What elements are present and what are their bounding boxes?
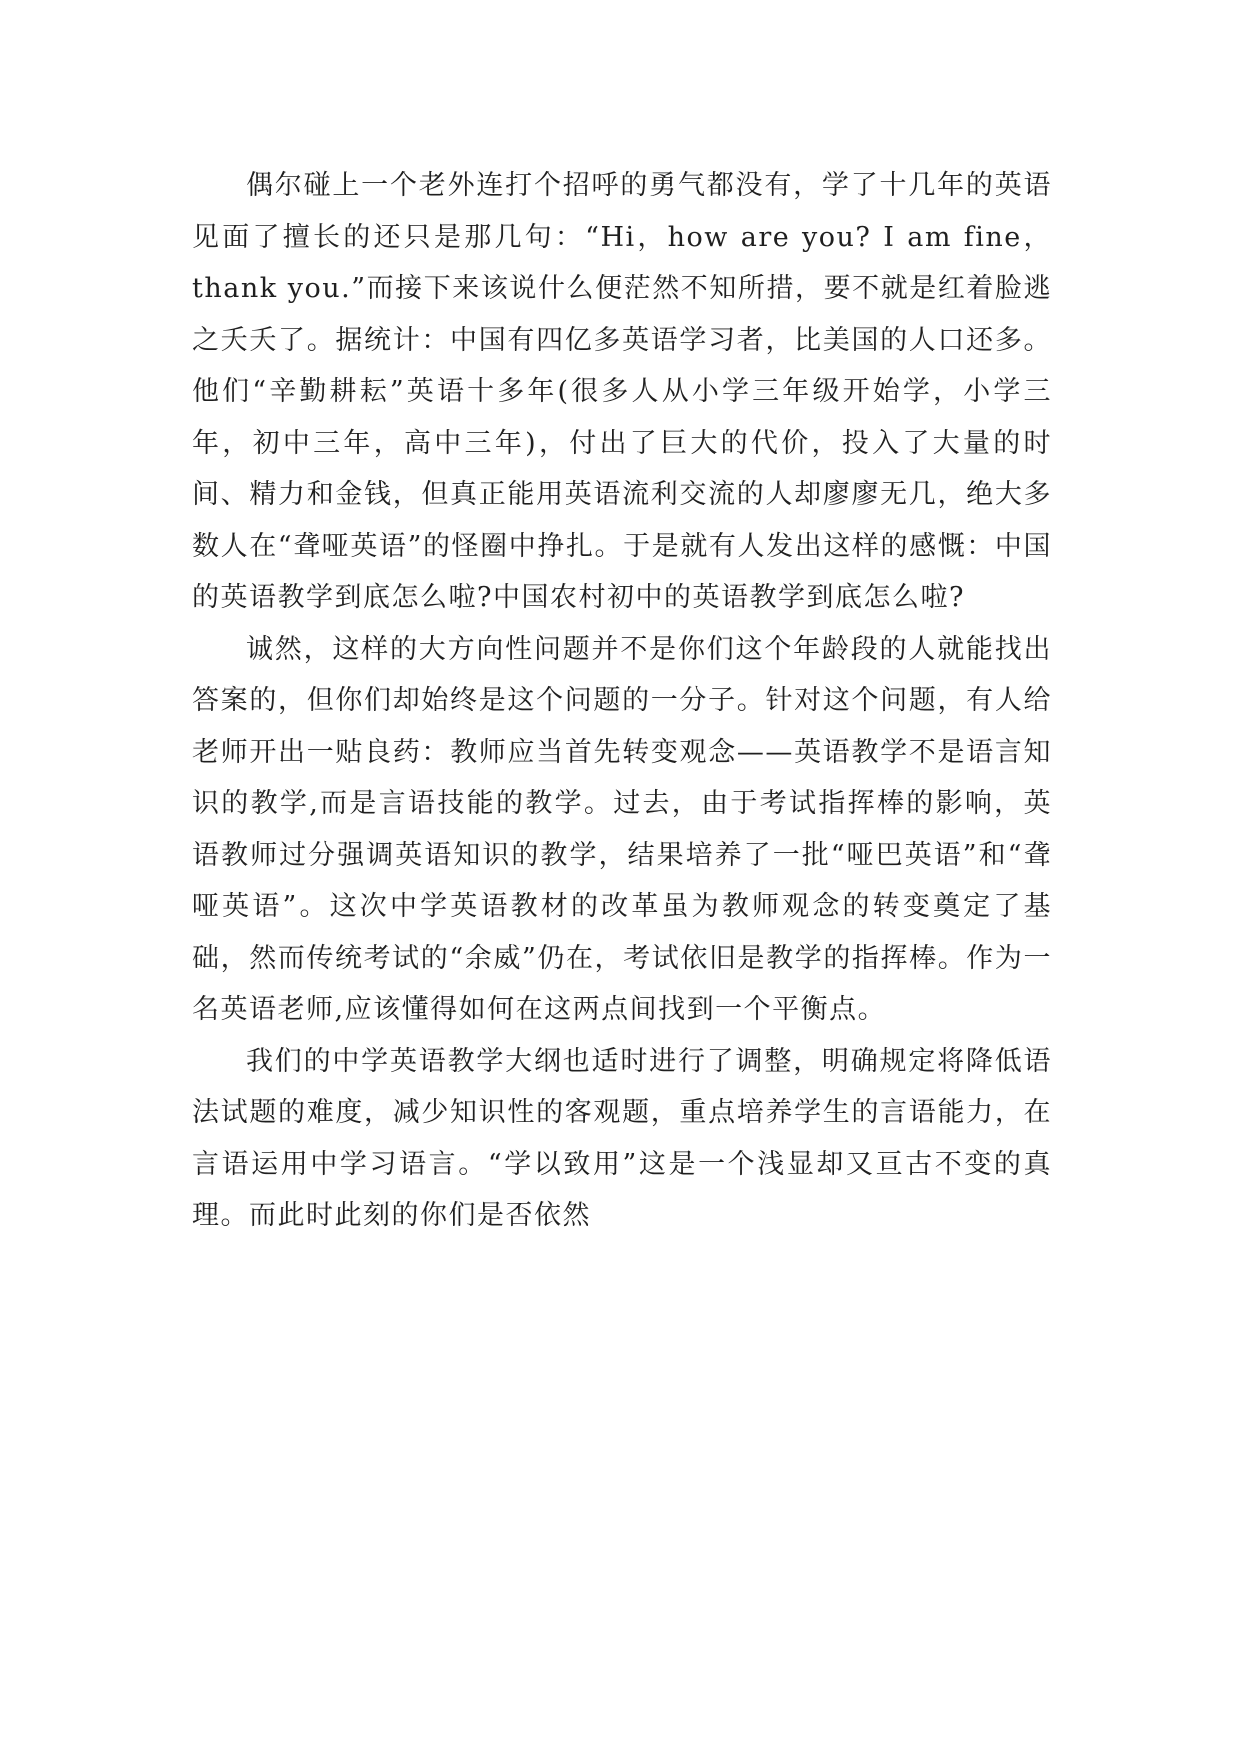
paragraph-1: 偶尔碰上一个老外连打个招呼的勇气都没有，学了十几年的英语见面了擅长的还只是那几句：“Hi，how are you? I am fine，thank you.”而接下来该说什么便茫然不知所措，要不就是红着脸逃之夭夭了。据统计：中国有四亿多英语学习者，比美国的人口还多。他们“辛勤耕耘”英语十多年(很多人从小学三年级开始学，小学三年，初中三年，高中三年)，付出了巨大的代价，投入了大量的时间、精力和金钱，但真正能用英语流利交流的人却廖廖无几，绝大多数人在“聋哑英语”的怪圈中挣扎。于是就有人发出这样的感慨：中国的英语教学到底怎么啦?中国农村初中的英语教学到底怎么啦? [192, 170, 1052, 613]
document-body [192, 160, 1052, 1242]
paragraph-2: 诚然，这样的大方向性问题并不是你们这个年龄段的人就能找出答案的，但你们却始终是这个问题的一分子。针对这个问题，有人给老师开出一贴良药：教师应当首先转变观念——英语教学不是语言知识的教学,而是言语技能的教学。过去，由于考试指挥棒的影响，英语教师过分强调英语知识的教学，结果培养了一批“哑巴英语”和“聋哑英语”。这次中学英语教材的改革虽为教师观念的转变奠定了基础，然而传统考试的“余威”仍在，考试依旧是教学的指挥棒。作为一名英语老师,应该懂得如何在这两点间找到一个平衡点。 [192, 633, 1052, 1025]
paragraph-3: 我们的中学英语教学大纲也适时进行了调整，明确规定将降低语法试题的难度，减少知识性的客观题，重点培养学生的言语能力，在言语运用中学习语言。“学以致用”这是一个浅显却又亘古不变的真理。而此时此刻的你们是否依然 [192, 1045, 1052, 1231]
